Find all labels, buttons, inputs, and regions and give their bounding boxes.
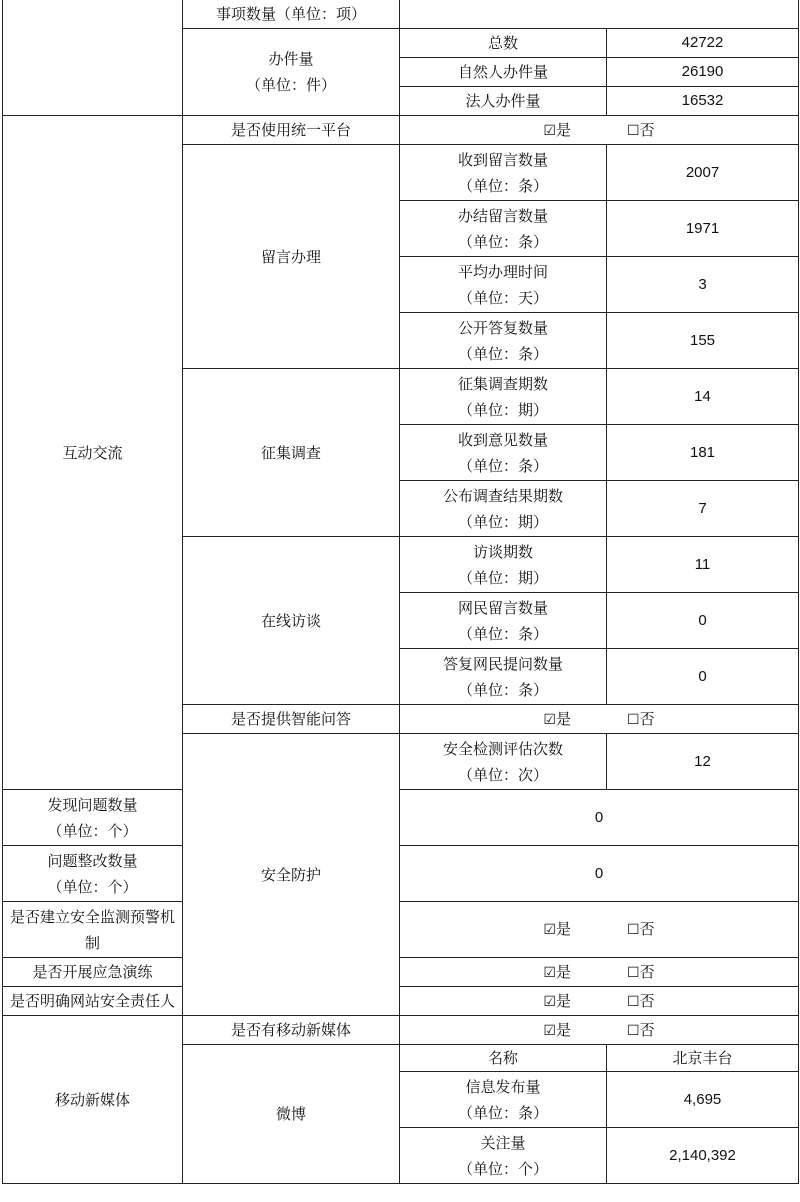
label-line1: 问题整改数量: [47, 851, 138, 870]
option-yes: [543, 988, 571, 1015]
option-no: [627, 706, 655, 733]
survey-periods-value: 14: [607, 369, 799, 425]
checked-box-icon: ☑: [543, 1022, 556, 1039]
checked-box-icon: ☑: [543, 922, 556, 938]
unified-platform-options: [400, 116, 799, 145]
security-warning-label: [3, 902, 183, 958]
category-media: 移动新媒体: [3, 1016, 183, 1184]
option-no: [627, 1017, 655, 1044]
option-yes-label: 是: [555, 709, 571, 728]
option-no-label: 否: [639, 991, 655, 1010]
option-yes-label: 是: [555, 120, 571, 139]
handling-natural-label: 自然人办件量: [400, 58, 607, 87]
handling-legal-value: 16532: [607, 87, 799, 116]
label-line2: （单位：期）: [457, 568, 548, 587]
label-line1: 公开答复数量: [457, 318, 548, 337]
security-checks-value: 12: [607, 734, 799, 790]
handling-legal-label: 法人办件量: [400, 87, 607, 116]
messages-received-value: 2007: [607, 145, 799, 201]
label-line2: （单位：期）: [457, 512, 548, 531]
handling-natural-value: 26190: [607, 58, 799, 87]
weibo-label: 微博: [183, 1045, 400, 1184]
option-yes-label: 是: [555, 1020, 571, 1039]
empty-box-icon: ☐: [627, 1022, 640, 1039]
option-no: [627, 916, 655, 943]
checked-box-icon: ☑: [543, 993, 556, 1010]
label-line2: （单位：条）: [457, 1103, 548, 1122]
weibo-posts-value: 4,695: [607, 1072, 799, 1128]
empty-box-icon: ☐: [627, 993, 640, 1010]
empty-box-icon: ☐: [627, 711, 640, 728]
messages-avg-time-label: [400, 257, 607, 313]
handling-total-value: 42722: [607, 29, 799, 58]
label-line1: 安全检测评估次数: [442, 739, 563, 758]
empty-box-icon: ☐: [627, 122, 640, 139]
survey-opinions-label: [400, 425, 607, 481]
weibo-posts-label: [400, 1072, 607, 1128]
security-issues-found-value: 0: [400, 790, 799, 846]
interview-replies-label: [400, 649, 607, 705]
label-line1: 公布调查结果期数: [442, 486, 563, 505]
security-responsibility-options: [400, 987, 799, 1016]
security-drill-options: [400, 958, 799, 987]
survey-label: 征集调查: [183, 369, 400, 537]
interview-label: 在线访谈: [183, 537, 400, 705]
security-issues-found-label: [3, 790, 183, 846]
messages-finished-value: 1971: [607, 201, 799, 257]
label-line1: 访谈期数: [472, 542, 533, 561]
option-yes-label: 是: [555, 962, 571, 981]
interview-netizen-msgs-label: [400, 593, 607, 649]
option-yes: [543, 706, 571, 733]
survey-results-label: [400, 481, 607, 537]
option-no-label: 否: [639, 1020, 655, 1039]
checked-box-icon: ☑: [543, 964, 556, 981]
interview-netizen-msgs-value: 0: [607, 593, 799, 649]
category-interaction: 互动交流: [3, 116, 183, 790]
survey-results-value: 7: [607, 481, 799, 537]
security-checks-label: [400, 734, 607, 790]
option-yes: [543, 1017, 571, 1044]
label-line1: 网民留言数量: [457, 598, 548, 617]
weibo-followers-label: [400, 1128, 607, 1184]
label-line1: 关注量: [480, 1133, 526, 1152]
label-line2: （单位：条）: [457, 344, 548, 363]
interview-periods-label: [400, 537, 607, 593]
label-line1: 信息发布量: [465, 1077, 541, 1096]
label-line1: 平均办理时间: [457, 262, 548, 281]
label-line2: （单位：个）: [47, 821, 138, 840]
option-yes-label: 是: [555, 991, 571, 1010]
option-no-label: 否: [639, 709, 655, 728]
items-count-value: [400, 0, 799, 29]
label-line1: 收到留言数量: [457, 150, 548, 169]
label-line2: （单位：天）: [457, 288, 548, 307]
weibo-name-value: 北京丰台: [607, 1045, 799, 1072]
messages-label: 留言办理: [183, 145, 400, 369]
label-line2: （单位：个）: [47, 877, 138, 896]
government-website-statistics-table: [2, 0, 799, 1184]
option-yes: [543, 959, 571, 986]
option-no: [627, 988, 655, 1015]
empty-box-icon: ☐: [627, 922, 640, 938]
category-security: 安全防护: [183, 734, 400, 1016]
label-line2: （单位：次）: [457, 765, 548, 784]
handling-label-line1: 办件量: [268, 50, 314, 68]
weibo-followers-value: 2,140,392: [607, 1128, 799, 1184]
label-line1: 是否建立安全监测预警机: [9, 907, 175, 926]
security-responsibility-label: 是否明确网站安全责任人: [3, 987, 183, 1016]
has-media-label: 是否有移动新媒体: [183, 1016, 400, 1045]
option-no: [627, 117, 655, 144]
label-line2: 制: [84, 933, 100, 952]
interview-replies-value: 0: [607, 649, 799, 705]
checked-box-icon: ☑: [543, 122, 556, 139]
label-line2: （单位：期）: [457, 400, 548, 419]
weibo-name-label: 名称: [400, 1045, 607, 1072]
label-line1: 发现问题数量: [47, 795, 138, 814]
smart-qa-label: 是否提供智能问答: [183, 705, 400, 734]
survey-opinions-value: 181: [607, 425, 799, 481]
label-line2: （单位：条）: [457, 456, 548, 475]
handling-total-label: 总数: [400, 29, 607, 58]
security-warning-options: [400, 902, 799, 958]
label-line2: （单位：个）: [457, 1159, 548, 1178]
has-media-options: [400, 1016, 799, 1045]
label-line1: 办结留言数量: [457, 206, 548, 225]
unified-platform-label: 是否使用统一平台: [183, 116, 400, 145]
security-issues-fixed-value: 0: [400, 846, 799, 902]
option-no-label: 否: [639, 120, 655, 139]
messages-public-reply-label: [400, 313, 607, 369]
option-yes: [543, 916, 571, 943]
interview-periods-value: 11: [607, 537, 799, 593]
checked-box-icon: ☑: [543, 711, 556, 728]
label-line2: （单位：条）: [457, 176, 548, 195]
smart-qa-options: [400, 705, 799, 734]
option-no-label: 否: [639, 920, 655, 938]
handling-label: [183, 29, 400, 116]
label-line1: 征集调查期数: [457, 374, 548, 393]
security-drill-label: 是否开展应急演练: [3, 958, 183, 987]
messages-avg-time-value: 3: [607, 257, 799, 313]
empty-box-icon: ☐: [627, 964, 640, 981]
label-line1: 答复网民提问数量: [442, 654, 563, 673]
option-no-label: 否: [639, 962, 655, 981]
label-line2: （单位：条）: [457, 624, 548, 643]
label-line2: （单位：条）: [457, 232, 548, 251]
option-yes: [543, 117, 571, 144]
security-issues-fixed-label: [3, 846, 183, 902]
messages-public-reply-value: 155: [607, 313, 799, 369]
label-line2: （单位：条）: [457, 680, 548, 699]
label-line1: 收到意见数量: [457, 430, 548, 449]
survey-periods-label: [400, 369, 607, 425]
option-no: [627, 959, 655, 986]
messages-finished-label: [400, 201, 607, 257]
option-yes-label: 是: [555, 920, 571, 938]
category-cell-top: [3, 0, 183, 116]
handling-label-line2: （单位：件）: [245, 76, 336, 94]
items-count-label: 事项数量（单位：项）: [183, 0, 400, 29]
messages-received-label: [400, 145, 607, 201]
